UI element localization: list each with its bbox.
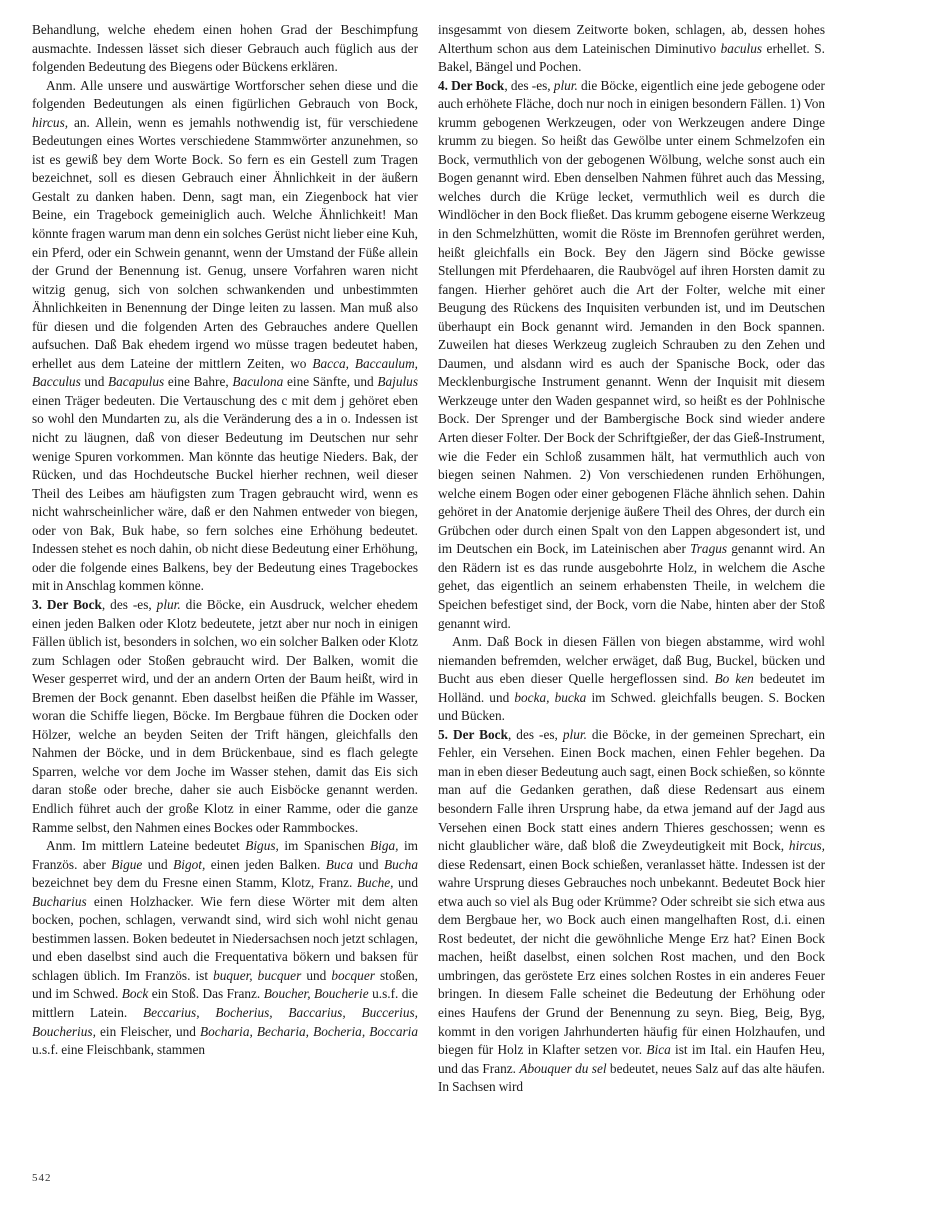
text: insgesammt von diesem Zeitworte boken, schlagen, ab, dessen hohes Alterthum schon aus dem Lateinischen Diminutivo <box>438 22 825 56</box>
text: einen Holzhacker. Wie fern diese Wörter mit dem alten bocken, pochen, schlagen, verwandt sind, wird sich wohl nicht genau bestimmen lassen. Boken bedeutet in Niedersachsen noch jetzt schlagen, und eben daselbst sind auch die Frequentativa bökern und baksen für schlagen üblich. Im Französ. ist <box>32 893 418 983</box>
entry-3 <box>32 596 418 837</box>
foreign-term: bocquer <box>331 967 375 983</box>
latin-term: hircus, <box>32 114 69 130</box>
text: und <box>80 374 109 390</box>
grammar-abbrev: plur. <box>553 77 578 93</box>
text: Anm. Im mittlern Lateine bedeutet <box>46 838 246 854</box>
text: und <box>301 967 332 983</box>
foreign-term: Bica <box>646 1042 671 1058</box>
foreign-term: Bigot, <box>173 856 206 872</box>
text: u.s.f. die mittlern Latein. <box>32 986 419 1020</box>
text: u.s.f. eine Fleischbank, stammen <box>32 1042 206 1058</box>
text: bedeutet, neues Salz auf das alte häufen. In Sachsen wird <box>438 1060 825 1095</box>
text: im Spanischen <box>278 838 370 854</box>
annotation-paragraph <box>32 77 418 596</box>
text: , des -es, <box>507 726 563 742</box>
text: die Böcke, in der gemeinen Sprechart, ein Fehler, ein Versehen. Einen Bock machen, einen Fehler begehen. Da man in eben dieser Bedeutung auch sagt, einen Bock schießen, so könnte man auf die Gedanken gerathen, daß diese Redensart aus einem besondern Falle ihren Ursprung habe, da etwa jemand auf der Jagd aus Versehen einen Bock statt eines andern Thieres geschossen; wenn es nicht glaublicher wäre, daß bloß die Zweydeutigkeit mit Bock, <box>438 726 826 854</box>
text: und <box>393 875 418 891</box>
annotation-paragraph <box>32 837 418 1060</box>
paragraph <box>32 21 418 77</box>
foreign-term: Buche, <box>356 875 394 891</box>
foreign-term: Boucher, Boucherie <box>263 986 369 1002</box>
foreign-term: Bocharia, Becharia, Bocheria, Boccaria <box>200 1023 418 1039</box>
annotation-paragraph <box>438 633 825 726</box>
latin-term: hircus, <box>788 838 825 854</box>
foreign-term: Bo ken <box>714 671 754 687</box>
latin-term: Baculona <box>232 374 284 390</box>
foreign-term: Beccarius, Bocherius, Baccarius, Buccerius, Boucherius, <box>32 1004 418 1039</box>
text: , des -es, <box>504 77 554 93</box>
entry-4 <box>438 77 825 633</box>
text: die Böcke, eigentlich eine jede gebogene oder auch erhöhete Fläche, doch nur noch in einigen besondern Fällen. 1) Von krumm gebogenen Werkzeugen, oder von Werkzeugen andere Dinge krumm zu biegen. So heißt das Gewölbe unter einem Schmelzofen ein Bock, vermuthlich von der gebogenen Wölbung, welche sonst auch ein Bogen genannt wird. Eben denselben Nahmen führet auch das Messing, welches durch die Krüge lecket, vermuthlich weil es durch die Windlöcher in den Bock fließet. Das krumm gebogene eiserne Werkzeug in den Schmelzhütten, womit die Röste im Brennofen gerühret werden, heißt gleichfalls ein Bock. Bey den Jägern sind Böcke gewisse Stellungen mit Pferdehaaren, die Raubvögel auf ihren Horsten damit zu fangen. Hierher gehöret auch die Art der Folter, welche mit einer Beugung des Rückens des Inquisiten verbunden ist, und im Deutschen überhaupt ein Bock genannt wird. Jemanden in den Bock spannen. Zuweilen hat dieses Werkzeug zugleich Schrauben zu den Zehen und Daumen, und alsdann wird es auch der Spanische Bock, oder das Mecklenburgische Instrument genannt. Wenn der Inquisit mit diesem Werkzeuge unter den Waden gespannet wird, so heißt es der Pohlnische Bock. Der Sprenger und der Bambergische Bock sind wieder andere Arten dieser Folter. Der Bock der Schriftgießer, der das Gieß-Instrument, wie die Feder ein Schloß zusammen hält, hat vermuthlich auch von biegen seinen Nahmen. 2) Von verschiedenen runden Erhöhungen, welche einem Bogen oder einer gebogenen Fläche ähnlich sehen. Dahin gehöret in der Anatomie derjenige äußere Theil des Ohres, der durch ein Grübchen oder durch einen Spalt von den Lappen abgesondert ist, und im Deutschen ein Bock, im Lateinischen aber <box>438 77 825 557</box>
foreign-term: Bigus, <box>245 838 279 854</box>
text: Behandlung, welche ehedem einen hohen Grad der Beschimpfung ausmachte. Indessen lässet sich dieser Gebrauch auch füglich aus der folgenden Bedeutung des Biegens oder Bückens erklären. <box>32 22 418 75</box>
text: Anm. Alle unsere und auswärtige Wortforscher sehen diese und die folgenden Bedeutungen als einen figürlichen Gebrauch von Bock, <box>32 77 418 112</box>
latin-term: Tragus <box>690 541 728 557</box>
text: diese Redensart, einen Bock schießen, veranlasset hätte. Indessen ist der wahre Ursprung dieses Gebrauches noch unbekannt. Bedeutet Bock hier etwa auch so viel als Bug oder Krümme? Oder schreibt sie sich etwa aus dem Bergbaue her, wo Bock auch einen mangelhaften Rost, d.i. einen Rost bedeutet, der nicht die gewöhnliche Menge Erz hat? Einen Bock machen, heißt daselbst, einen solchen Rost machen, und den Bock umbringen, das geröstete Erz eines solchen Rostes in ein anderes Feuer bringen. In diesem Falle scheinet die Bedeutung der Erhöhung oder eines Haufens der Grund der Benennung zu seyn. Bieg, Beig, Byg, kommt in den vorigen Jahrhunderten häufig für einen Holzhaufen, und biegen für Holz in Klafter setzen vor. <box>438 856 825 1058</box>
text: die Böcke, ein Ausdruck, welcher ehedem einen jeden Balken oder Klotz bedeutete, jetzt aber nur noch in einigen Fällen üblich ist, besonders in solchen, wo ein solcher Balken oder Klotz zum Schlagen oder Stoßen gebraucht wird. Der Balken, womit die Weser gesperret wird, und der an andern Orten der Baum heißt, wird in Bremen der Bock genannt. Eben daselbst heißen die Pfähle im Wasser, woran die Schiffe liegen, Böcke. Im Bergbaue führen die Docken oder Hölzer, welche an beyden Seiten der Trift hängen, gleichfalls den Nahmen der Böcke, und in dem Brückenbaue, sind es flach gelegte Sparren, welche vor dem Joche im Wasser stehen, damit das Eis sich daran stoße oder breche, daher sie auch Eisböcke genannt werden. Endlich führet auch der große Klotz in einer Ramme, oder die ganze Ramme selbst, den Nahmen eines Bockes oder Rammbockes. <box>32 596 418 835</box>
foreign-term: bocka, bucka <box>514 689 587 705</box>
right-column <box>438 21 825 1097</box>
foreign-term: buquer, bucquer <box>213 967 302 983</box>
text: eine Bahre, <box>164 374 233 390</box>
text: ein Fleischer, und <box>95 1023 201 1039</box>
text: und <box>142 856 174 872</box>
latin-term: Bacca, Baccaulum, Bacculus <box>32 355 419 390</box>
foreign-term: Abouquer du sel <box>519 1060 607 1076</box>
text: stoßen, und im Schwed. <box>32 967 418 1002</box>
latin-term: Bajulus <box>377 374 418 390</box>
text: im Schwed. gleichfalls beugen. S. Bocken und Bücken. <box>438 689 825 724</box>
entry-headword: 5. Der Bock <box>438 726 508 742</box>
text: genannt wird. An den Rädern ist es das runde ausgebohrte Holz, in welchem die Asche gehet, das eigentlich an seinem erhabensten Theile, in welchem die Speichen befestiget sind, der Bock, vorn die Nabe, hinten aber der Stoß genannt wird. <box>438 541 825 631</box>
text: im Französ. aber <box>32 838 418 872</box>
page-number: 542 <box>32 1172 52 1184</box>
latin-term: baculus <box>720 40 763 56</box>
text: einen jeden Balken. <box>205 856 326 872</box>
grammar-abbrev: plur. <box>562 726 587 742</box>
text: ein Stoß. Das Franz. <box>148 986 264 1002</box>
text: erhellet. S. Bakel, Bängel und Pochen. <box>438 40 825 75</box>
text: und <box>353 856 384 872</box>
entry-headword: 3. Der Bock <box>32 596 102 612</box>
text: bezeichnet bey dem du Fresne einen Stamm, Klotz, Franz. <box>32 875 357 891</box>
foreign-term: Bock <box>121 986 149 1002</box>
paragraph <box>438 21 825 77</box>
grammar-abbrev: plur. <box>156 596 181 612</box>
text: bedeutet im Holländ. und <box>438 671 826 705</box>
entry-headword: 4. Der Bock <box>438 77 505 93</box>
entry-5 <box>438 726 825 1097</box>
foreign-term: Bucharius <box>32 893 87 909</box>
foreign-term: Bigue <box>111 856 143 872</box>
text: ist im Ital. ein Haufen Heu, und das Franz. <box>438 1042 825 1076</box>
text: Anm. Daß Bock in diesen Fällen von biegen abstamme, wird wohl niemanden befremden, welcher erwäget, daß Bug, Buckel, bücken und Bucht aus eben dieser Quelle hergeflossen sind. <box>438 634 825 687</box>
text: eine Sänfte, und <box>283 374 378 390</box>
latin-term: Bacapulus <box>108 374 165 390</box>
text: , des -es, <box>101 596 157 612</box>
text: an. Allein, wenn es jemahls nothwendig ist, für verschiedene Bedeutungen eines Wortes verschiedene Stammwörter anzunehmen, so ist es gewiß bey dem Worte Bock. So fern es ein Gestell zum Tragen bezeichnet, soll es diesen Gebrauch einer Ähnlichkeit in der äußern Gestalt zu danken haben. Denn, sagt man, ein Ziegenbock hat vier Beine, ein Tragebock gemeiniglich auch. Welche Ähnlichkeit! Man könnte fragen warum man denn ein solches Gerüst nicht lieber eine Kuh, ein Pferd, oder ein Schwein genannt, wenn der Umstand der Füße allein der Grund der Benennung ist. Genug, unsere Vorfahren waren nicht witzig genug, sich von solchen schwankenden und unbestimmten Ähnlichkeiten in Benennung der Dinge leiten zu lassen. Man muß also für diesen und die folgenden Arten des Gebrauches andere Quellen aufsuchen. Daß Bak ehedem irgend wo müsse tragen bedeutet haben, erhellet aus dem Lateine der mittlern Zeiten, wo <box>32 114 418 371</box>
left-column <box>32 21 418 1060</box>
foreign-term: Buca <box>325 856 354 872</box>
foreign-term: Bucha <box>384 856 418 872</box>
foreign-term: Biga, <box>370 838 399 854</box>
text: einen Träger bedeuten. Die Vertauschung des c mit dem j gehöret eben so wohl den Mundarten zu, als die Veränderung des a in o. Indessen ist nicht zu läugnen, daß von dieser Bedeutung im Deutschen nur sehr wenige Spuren vorkommen. Man könnte das heutige Nieders. Bak, der Rücken, und das Hochdeutsche Buckel hierher rechnen, weil dieser Theil des Leibes am häufigsten zum Tragen gebraucht wird, wenn es nicht wahrscheinlicher wäre, daß er den Nahmen entweder von biegen, oder von Bak, Buk habe, so fern solches eine Erhöhung bedeutet. Indessen stehet es noch dahin, ob nicht diese Bedeutung einer Erhöhung, oder die folgende eines Balkens, bey der Bedeutung eines Tragebockes mit in Anschlag kommen könne. <box>32 392 418 594</box>
